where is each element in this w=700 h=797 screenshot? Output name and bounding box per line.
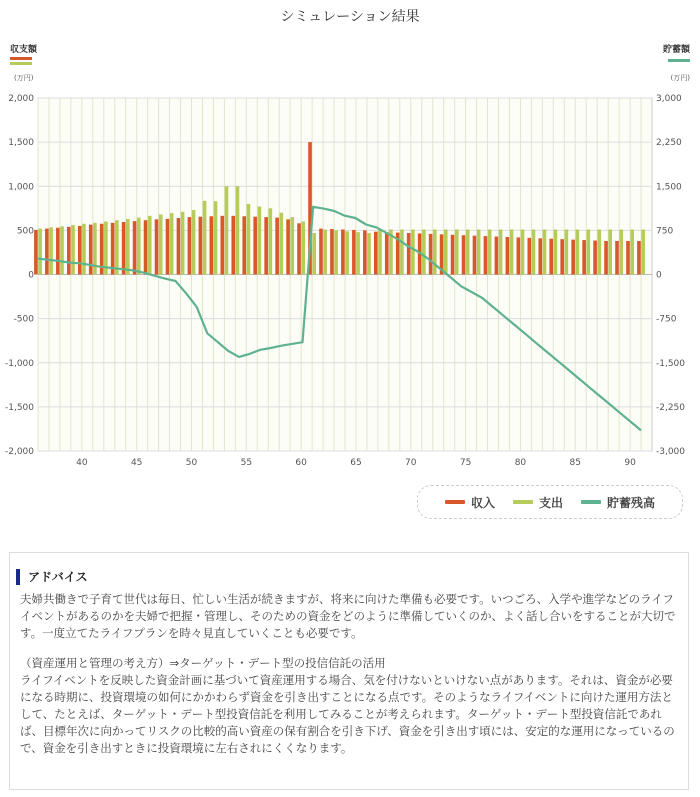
expense-bar: [301, 222, 305, 275]
left-axis-tick-label: -2,000: [4, 447, 34, 457]
left-axis-tick-label: 1,500: [8, 138, 34, 149]
expense-bar: [510, 229, 514, 274]
income-bar: [506, 237, 510, 275]
income-bar: [253, 217, 257, 275]
expense-bar: [565, 229, 569, 274]
income-bar: [549, 239, 553, 275]
expense-bar: [641, 229, 645, 274]
left-axis-income-swatch-icon: [10, 57, 32, 60]
income-bar: [133, 221, 137, 274]
income-bar: [517, 237, 521, 274]
legend-label-income: 収入: [470, 495, 495, 510]
legend-label-savings: 貯蓄残高: [607, 495, 656, 510]
income-bar: [462, 235, 466, 274]
expense-bar: [367, 233, 371, 274]
expense-bar: [137, 218, 141, 275]
income-bar: [615, 241, 619, 275]
expense-bar: [38, 229, 42, 275]
expense-bar: [280, 213, 284, 275]
expense-bar: [192, 210, 196, 274]
expense-bar: [466, 229, 470, 274]
expense-bar: [334, 230, 338, 274]
income-bar: [495, 237, 499, 275]
income-bar: [220, 216, 224, 275]
income-bar: [560, 239, 564, 274]
income-bar: [330, 229, 334, 274]
advice-panel: [9, 552, 689, 790]
expense-bar: [290, 217, 294, 274]
legend-item-expense[interactable]: [513, 494, 563, 511]
expense-bar: [345, 231, 349, 274]
income-bar: [264, 217, 268, 274]
income-bar: [188, 217, 192, 274]
income-bar: [242, 216, 246, 274]
expense-bar: [543, 229, 547, 274]
left-axis-tick-label: 0: [28, 270, 34, 281]
income-bar: [210, 216, 214, 274]
expense-bar: [400, 229, 404, 274]
income-bar: [319, 229, 323, 275]
right-axis-unit: (万円): [670, 74, 690, 82]
expense-bar: [170, 213, 174, 274]
legend-item-savings[interactable]: [581, 494, 655, 511]
expense-bar: [115, 220, 119, 274]
expense-bar: [422, 229, 426, 274]
right-axis-tick-label: 3,000: [656, 94, 682, 104]
expense-bar: [148, 216, 152, 275]
x-axis-tick-label: 85: [569, 458, 581, 468]
page-title: シミュレーション結果: [280, 9, 420, 25]
income-bar: [484, 236, 488, 274]
x-axis-tick-label: 70: [405, 458, 417, 468]
income-bar: [166, 219, 170, 275]
income-bar: [626, 241, 630, 275]
advice-heading: アドバイス: [16, 569, 688, 585]
left-axis-expense-swatch-icon: [10, 62, 32, 65]
income-bar: [111, 223, 115, 275]
expense-bar: [488, 229, 492, 274]
income-bar: [604, 241, 608, 275]
income-bar: [34, 230, 38, 275]
expense-bar: [608, 229, 612, 274]
expense-bar: [71, 225, 75, 274]
expense-bar: [576, 229, 580, 274]
right-axis-tick-label: 750: [656, 226, 674, 237]
income-bar: [177, 218, 181, 274]
income-bar: [155, 219, 159, 274]
left-axis-tick-label: 2,000: [8, 94, 34, 104]
expense-bar: [521, 229, 525, 274]
x-axis-tick-label: 40: [76, 458, 88, 468]
income-bar: [275, 218, 279, 275]
income-bar: [363, 230, 367, 274]
expense-bar: [236, 186, 240, 274]
x-axis-tick-label: 60: [295, 458, 307, 468]
expense-bar: [597, 229, 601, 274]
left-axis-tick-label: -1,000: [4, 358, 34, 369]
expense-bar: [60, 226, 64, 274]
expense-bar: [630, 229, 634, 274]
income-bar: [45, 229, 49, 275]
right-axis-tick-label: 0: [656, 270, 662, 281]
income-swatch-icon: [445, 500, 465, 504]
advice-paragraph-2: ライフイベントを反映した資金計画に基づいて資産運用する場合、気を付けないといけない点があります。それは、資金が必要になる時期に、投資環境の如何にかかわらず資金を引き出すことになる点です。そのようなライフイベントに向けた運用方法として、たとえば、ターゲット・デート型投資信託を利用してみることが考えられます。ターゲット・デート型投資信託であれば、目標年次に向かってリスクの比較的高い資産の保有割合を引き下げ、資金を引き出す頃には、安定的な運用になっているので、資金を引き出すときに投資環境に左右されにくくなります。: [20, 673, 675, 755]
legend-item-income[interactable]: [445, 494, 495, 511]
x-axis-tick-label: 90: [624, 458, 636, 468]
income-bar: [286, 219, 290, 274]
income-bar: [144, 220, 148, 274]
income-bar: [56, 228, 60, 275]
left-axis-tick-label: 500: [16, 226, 34, 237]
expense-bar: [455, 229, 459, 274]
income-bar: [352, 230, 356, 275]
income-bar: [637, 241, 641, 275]
legend-label-expense: 支出: [538, 495, 563, 510]
income-bar: [593, 241, 597, 275]
income-bar: [429, 234, 433, 275]
income-bar: [582, 240, 586, 274]
expense-bar: [378, 229, 382, 274]
right-axis-tick-label: 2,250: [656, 138, 682, 149]
left-axis-tick-label: -1,500: [4, 402, 34, 413]
right-axis-savings-swatch-icon: [668, 59, 690, 62]
x-axis-tick-label: 80: [514, 458, 527, 468]
right-axis-tick-label: -750: [656, 314, 677, 325]
income-bar: [199, 217, 203, 275]
income-bar: [385, 232, 389, 274]
expense-bar: [587, 229, 591, 274]
expense-bar: [312, 233, 316, 274]
right-axis-title: 貯蓄額: [662, 45, 690, 55]
income-bar: [297, 223, 301, 274]
x-axis-tick-label: 50: [185, 458, 198, 468]
expense-bar: [444, 229, 448, 274]
income-bar: [374, 232, 378, 275]
expense-bar: [554, 229, 558, 274]
expense-bar: [499, 229, 503, 274]
expense-bar: [619, 229, 623, 274]
expense-bar: [477, 229, 481, 274]
savings-swatch-icon: [581, 500, 601, 504]
x-axis-tick-label: 75: [459, 458, 472, 468]
expense-bar: [411, 229, 415, 274]
income-bar: [407, 233, 411, 274]
income-bar: [89, 225, 93, 275]
expense-bar: [269, 208, 273, 274]
expense-bar: [159, 214, 163, 274]
expense-bar: [356, 232, 360, 274]
expense-bar: [323, 229, 327, 274]
income-bar: [571, 240, 575, 275]
simulation-chart: [0, 30, 700, 480]
income-bar: [122, 222, 126, 275]
income-bar: [451, 235, 455, 275]
x-axis-tick-label: 55: [240, 458, 253, 468]
advice-subheading: （資産運用と管理の考え方）⇒ターゲット・デート型の投信信託の活用: [20, 656, 386, 670]
x-axis-tick-label: 45: [130, 458, 143, 468]
chart-legend: [417, 485, 683, 519]
expense-swatch-icon: [513, 500, 533, 504]
right-axis-tick-label: -3,000: [656, 447, 686, 457]
right-axis-tick-label: -2,250: [656, 402, 686, 413]
expense-bar: [203, 201, 207, 275]
income-bar: [538, 238, 542, 274]
left-axis-title: 収支額: [10, 45, 38, 55]
income-bar: [78, 226, 82, 275]
income-bar: [67, 227, 71, 275]
expense-bar: [225, 186, 229, 274]
left-axis-unit: (万円): [14, 74, 34, 82]
expense-bar: [181, 212, 185, 275]
expense-bar: [433, 229, 437, 274]
expense-bar: [247, 204, 251, 275]
expense-bar: [126, 219, 130, 275]
advice-paragraph-1: 夫婦共働きで子育て世代は毎日、忙しい生活が続きますが、将来に向けた準備も必要です。いつごろ、入学や進学などのライフイベントがあるのかを夫婦で把握・管理し、そのための資金をどのように準備していくのか、よく話し合いをすることが大切です。一度立てたライフプランを時々見直していくことも必要です。: [20, 592, 676, 640]
left-axis-tick-label: -500: [13, 314, 34, 325]
expense-bar: [82, 224, 86, 275]
expense-bar: [258, 207, 262, 275]
expense-bar: [214, 201, 218, 274]
income-bar: [231, 216, 235, 275]
right-axis-tick-label: -1,500: [656, 358, 686, 369]
right-axis-tick-label: 1,500: [656, 182, 682, 193]
expense-bar: [49, 227, 53, 274]
expense-bar: [532, 229, 536, 274]
x-axis-tick-label: 65: [350, 458, 362, 468]
income-bar: [341, 229, 345, 274]
income-bar: [527, 238, 531, 275]
income-bar: [473, 236, 477, 275]
left-axis-tick-label: 1,000: [8, 182, 34, 193]
